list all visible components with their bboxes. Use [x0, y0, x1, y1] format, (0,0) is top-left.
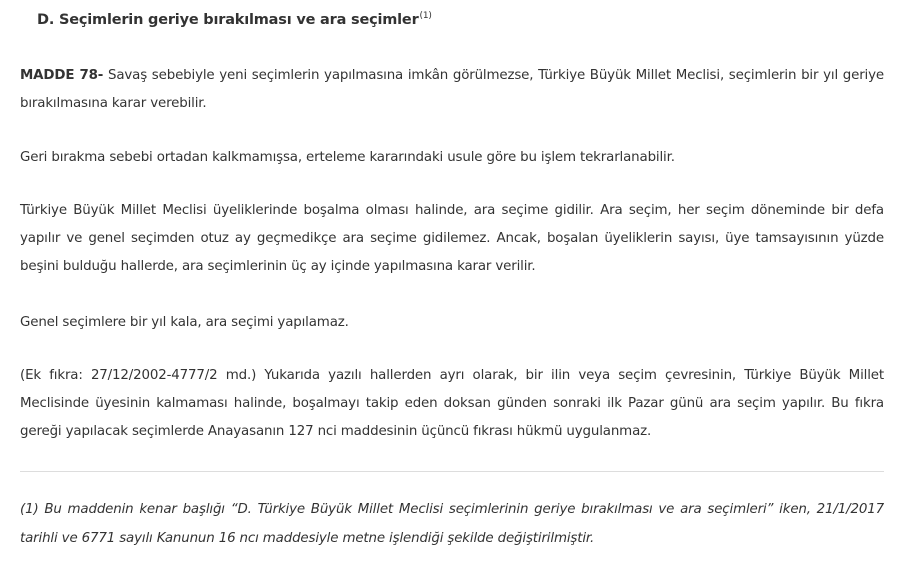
article-paragraph-5-text: (Ek fıkra: 27/12/2002-4777/2 md.) Yukarıda yazılı hallerden ayrı olarak, bir ilin veya seçim çevresinin, Türkiye Büyük Millet Meclisinde üyesinin kalmaması halinde, boşalmayı takip eden doksan günden sonraki ilk Pazar günü ara seçim yapılır. Bu fıkra gereği yapılacak seçimlerde Anayasanın 127 nci maddesinin üçüncü fıkrası hükmü uygulanmaz.: [20, 368, 884, 439]
footnote-reference[interactable]: (1): [419, 11, 432, 21]
article-paragraph-3-text: Türkiye Büyük Millet Meclisi üyeliklerinde boşalma olması halinde, ara seçime gidilir. Ara seçim, her seçim döneminde bir defa yapılır ve genel seçimden otuz ay geçmedikçe ara seçime gidilemez. Ancak, boşalan üyeliklerin sayısı, üye tamsayısının yüzde beşini bulduğu hallerde, ara seçimlerinin üç ay içinde yapılmasına karar verilir.: [20, 203, 884, 274]
article-paragraph-2: [20, 144, 884, 172]
footnote: [20, 495, 884, 553]
article-paragraph-4-text: Genel seçimlere bir yıl kala, ara seçimi yapılamaz.: [20, 315, 349, 330]
footnote-divider: [20, 471, 884, 472]
section-heading-title: D. Seçimlerin geriye bırakılması ve ara seçimler: [37, 12, 419, 28]
article-paragraph-2-text: Geri bırakma sebebi ortadan kalkmamışsa, erteleme kararındaki usule göre bu işlem tekrarlanabilir.: [20, 150, 675, 165]
article-paragraph-1-text: Savaş sebebiyle yeni seçimlerin yapılmasına imkân görülmezse, Türkiye Büyük Millet Meclisi, seçimlerin bir yıl geriye bırakılmasına karar verebilir.: [20, 68, 884, 111]
article-paragraph-1: [20, 62, 884, 118]
article-paragraph-3: [20, 197, 884, 281]
article-label: MADDE 78-: [20, 68, 104, 83]
article-paragraph-5: [20, 362, 884, 446]
section-heading: [37, 12, 432, 28]
footnote-text: (1) Bu maddenin kenar başlığı “D. Türkiye Büyük Millet Meclisi seçimlerinin geriye bırakılması ve ara seçimleri” iken, 21/1/2017 tarihli ve 6771 sayılı Kanunun 16 ncı maddesiyle metne işlendiği şekilde değiştirilmiştir.: [20, 502, 884, 546]
article-paragraph-4: [20, 309, 884, 337]
